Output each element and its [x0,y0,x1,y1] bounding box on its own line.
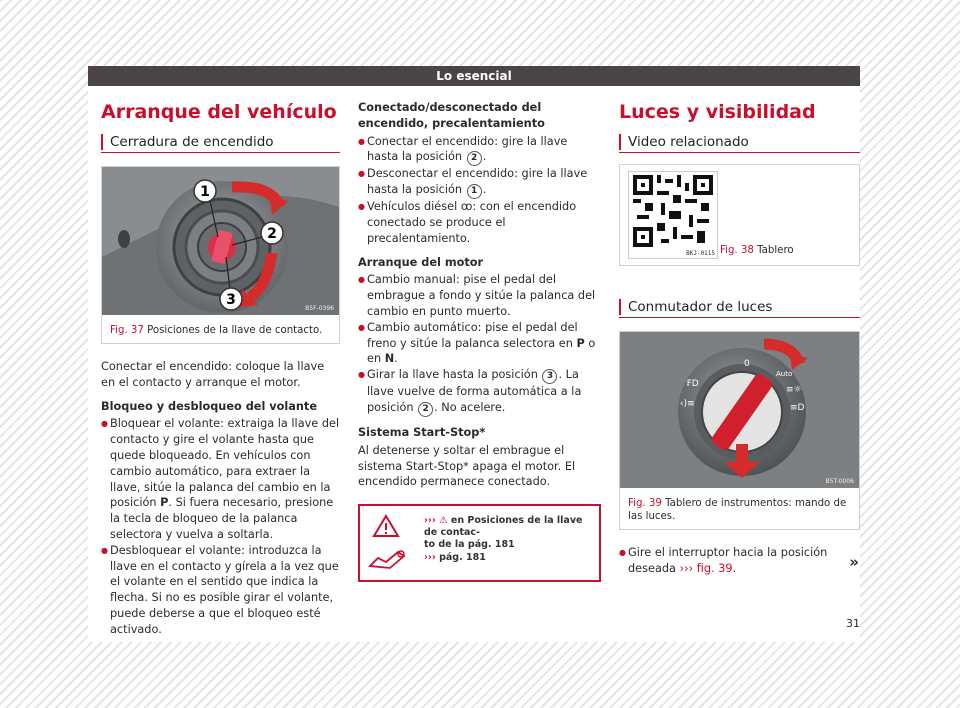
paragraph-heading: Bloqueo y desbloqueo del volante [101,399,317,413]
bullet-text: o en [367,336,596,366]
bullet-text: Desconectar el encendido: gire la llave hasta la posición [367,167,588,197]
figure-37 [101,166,340,344]
bullet-text: Girar la llave hasta la posición [367,368,542,382]
warning-reference-2 [424,552,486,564]
section-title: Arranque del vehículo [101,101,337,123]
figure-link[interactable]: ››› fig. 39 [679,561,733,575]
figure-38 [619,164,860,266]
reference-text: to de la pág. 181 [424,539,515,551]
light-switch-illustration [620,332,859,488]
bullet-automatic [358,320,601,367]
rear-fog-icon: ‹)≡ [680,399,695,409]
column-left [101,100,340,638]
gear-position: N [384,352,395,366]
bullet-light-switch [619,545,860,577]
position-badge: 2 [418,402,433,417]
subtitle-rule [101,134,340,153]
bullet-text: : con el encendido conectado se produce el precalentamiento. [367,200,577,245]
figure-caption-text: Tablero de instrumentos: mando de las luces. [628,498,847,522]
bullet-text: . La llave vuelve de forma automática a la posición [367,368,582,414]
paragraph-heading: Sistema Start-Stop* [358,425,486,439]
note-hand-icon [368,546,408,572]
paragraph-heading: Conectado/desconectado del encendido, precalentamiento [358,101,545,130]
figure-caption-text: Tablero [757,245,794,256]
subsection-title: Video relacionado [619,134,860,150]
reference-text: en Posiciones de la llave de contac- [424,515,583,539]
bullet-text: Conectar el encendido: gire la llave hasta la posición [367,134,568,164]
figure-caption [620,492,859,529]
fog-light-icon: ₣D [686,379,699,389]
figure-caption [720,244,794,257]
parking-light-icon: ≡☼ [786,385,802,395]
dial-position-zero: 0 [744,359,750,369]
bullet-text: Vehículos diésel [367,200,461,214]
bullet-turn-key [358,367,601,417]
position-badge: 1 [467,184,482,199]
bullet-ignition-off [358,166,601,199]
figure-label: Fig. 38 [720,245,754,256]
subtitle-rule [619,134,860,153]
bullet-ignition-on [358,134,601,167]
figure-code: B5T-0006 [825,478,854,485]
low-beam-icon: ≡D [790,403,805,413]
warning-box [358,504,601,582]
qr-code-frame [628,171,718,259]
page-number: 31 [846,617,860,630]
section-header: Lo esencial [88,66,860,86]
qr-code-icon [633,175,713,247]
bullet-text: . [482,183,487,197]
subtitle-rule [619,299,860,318]
continue-marker: » [849,553,859,571]
figure-label: Fig. 39 [628,498,662,509]
reference-arrows: ››› [424,515,436,527]
bullet-manual: ● Cambio manual: pise el pedal del embrague a fondo y sitúe la palanca del cambio en punto muerto. [358,272,601,319]
gear-position: P [160,496,169,510]
ignition-lock-illustration [102,167,339,315]
small-warning-icon: ⚠ [439,515,448,527]
bullet-unlock-steering: ● Desbloquear el volante: introduzca la llave en el contacto y gírela a la vez que el volante en el sentido que indica la flecha. Si no es posible girar el volante, puede deberse a que el bloqueo esté activado. [101,543,340,638]
bullet-text: . Si fuera necesario, presione la tecla de bloqueo de la palanca selectora y vuelva a soltarla. [110,496,334,541]
intro-paragraph: Conectar el encendido: coloque la llave en el contacto y arranque el motor. [101,360,325,389]
warning-triangle-icon [372,514,400,538]
bullet-text: Bloquear el volante: extraiga la llave del contacto y gire el volante hasta que quede bloqueado. En vehículos con cambio automático, para extraer la llave, sitúe la palanca del cambio en la posición [110,417,340,510]
bullet-text: . [732,561,737,575]
dial-position-auto: Auto [776,370,793,378]
gear-position: P [576,336,585,350]
bullet-lock-steering [101,416,340,542]
bullet-diesel [358,199,601,246]
callout-3: 3 [226,292,236,308]
column-middle [358,100,601,582]
reference-text: pág. 181 [439,552,486,564]
figure-39 [619,331,860,530]
figure-caption-text: Posiciones de la llave de contacto. [147,325,323,336]
position-badge: 2 [467,151,482,166]
figure-label: Fig. 37 [110,325,144,336]
callout-2: 2 [267,226,277,242]
bullet-text: . [394,352,398,366]
bullet-text: Cambio automático: pise el pedal del freno y sitúe la palanca selectora en [367,320,578,350]
reference-arrows: ››› [424,552,436,564]
section-title: Luces y visibilidad [619,101,816,123]
subsection-title: Cerradura de encendido [101,134,340,150]
bullet-text: . No acelere. [434,400,506,414]
position-badge: 3 [542,369,557,384]
warning-reference-1 [424,515,599,551]
callout-1: 1 [200,184,210,200]
subsection-title: Conmutador de luces [619,299,860,315]
glow-plug-icon: ꝏ [460,200,473,214]
figure-caption [102,319,339,343]
start-stop-paragraph: Al detenerse y soltar el embrague el sistema Start-Stop* apaga el motor. El encendido permanece conectado. [358,443,576,489]
figure-code: B5F-0396 [305,305,334,312]
paragraph-heading: Arranque del motor [358,255,484,269]
bullet-text: . [482,150,487,164]
column-right [619,100,860,577]
bullet-text: Gire el interruptor hacia la posición deseada [628,546,828,575]
figure-code: BKJ-0115 [686,250,715,257]
